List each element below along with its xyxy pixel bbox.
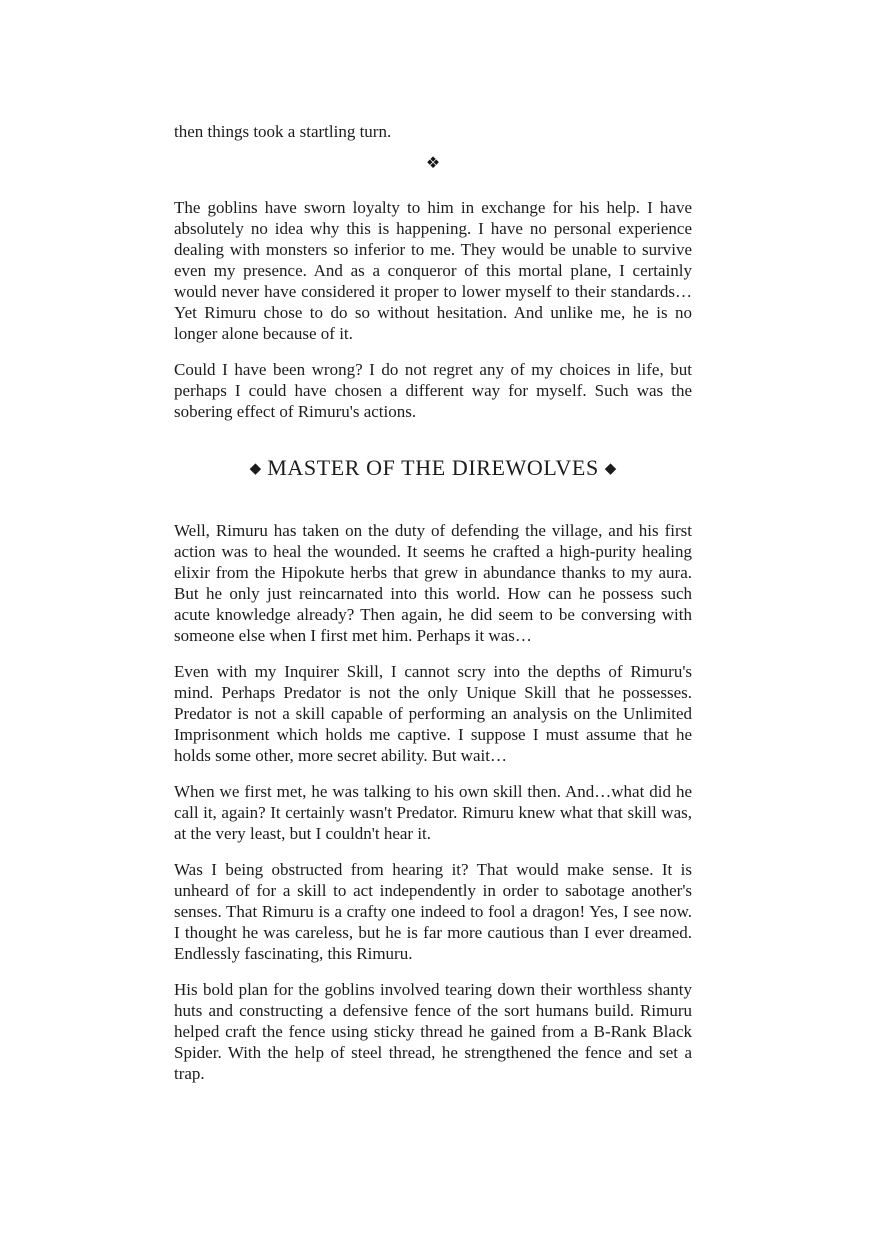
paragraph: His bold plan for the goblins involved tearing down their worthless shanty huts and constructing a defensive fence of the sort humans build. Rimuru helped craft the fence using sticky thread he gained from a B-Rank Black Spider. With the help of steel thread, he strengthened the fence and set a trap.	[174, 980, 692, 1083]
paragraph: Was I being obstructed from hearing it? That would make sense. It is unheard of for a skill to act independently in order to sabotage another's senses. That Rimuru is a crafty one indeed to fool a dragon! Yes, I see now. I thought he was careless, but he is far more cautious than I ever dreamed. Endlessly fascinating, this Rimuru.	[174, 860, 692, 963]
scene-break-ornament-icon: ❖	[425, 153, 441, 172]
continued-paragraph: then things took a startling turn.	[174, 122, 392, 141]
text-column	[174, 121, 692, 1099]
section-heading-title: MASTER OF THE DIREWOLVES	[267, 455, 599, 480]
diamond-icon: ◆	[249, 459, 262, 477]
diamond-icon: ◆	[604, 459, 617, 477]
paragraph: The goblins have sworn loyalty to him in exchange for his help. I have absolutely no idea why this is happening. I have no personal experience dealing with monsters so inferior to me. They would be unable to survive even my presence. And as a conqueror of this mortal plane, I certainly would never have considered it proper to lower myself to their standards… Yet Rimuru chose to do so without hesitation. And unlike me, he is no longer alone because of it.	[174, 198, 692, 343]
paragraph: Could I have been wrong? I do not regret any of my choices in life, but perhaps I could have chosen a different way for myself. Such was the sobering effect of Rimuru's actions.	[174, 360, 692, 421]
paragraph: Well, Rimuru has taken on the duty of defending the village, and his first action was to heal the wounded. It seems he crafted a high-purity healing elixir from the Hipokute herbs that grew in abundance thanks to my aura. But he only just reincarnated into this world. How can he possess such acute knowledge already? Then again, he did seem to be conversing with someone else when I first met him. Perhaps it was…	[174, 521, 692, 645]
paragraph: When we first met, he was talking to his own skill then. And…what did he call it, again? It certainly wasn't Predator. Rimuru knew what that skill was, at the very least, but I couldn't hear it.	[174, 782, 692, 843]
paragraph: Even with my Inquirer Skill, I cannot scry into the depths of Rimuru's mind. Perhaps Predator is not the only Unique Skill that he possesses. Predator is not a skill capable of performing an analysis on the Unlimited Imprisonment which holds me captive. I suppose I must assume that he holds some other, more secret ability. But wait…	[174, 662, 692, 765]
section-heading	[174, 454, 692, 482]
